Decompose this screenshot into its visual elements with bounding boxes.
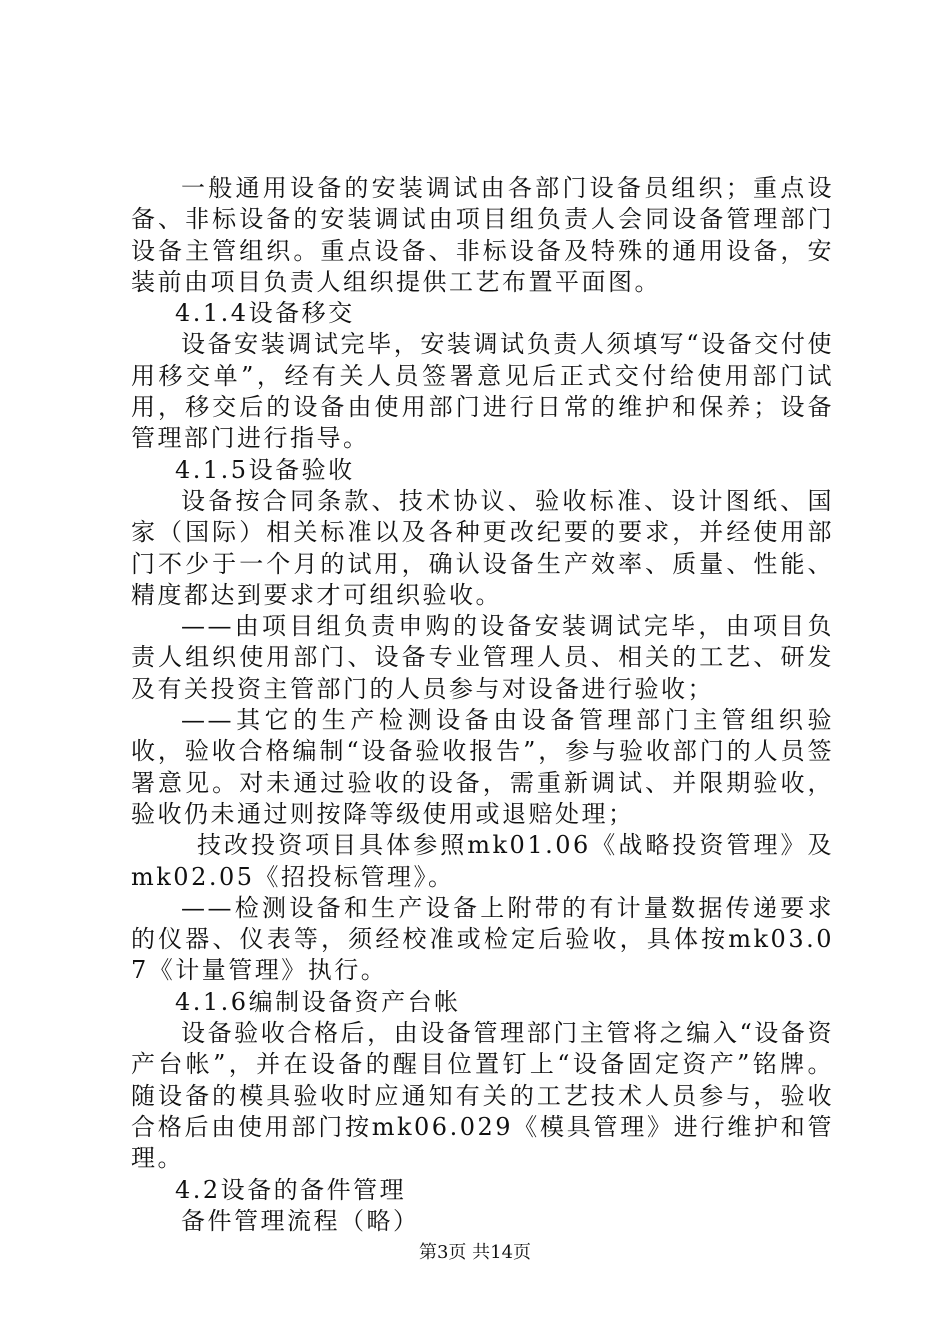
section-heading-4-1-5: 4.1.5设备验收 bbox=[175, 455, 355, 484]
paragraph-asset-ledger: 设备验收合格后，由设备管理部门主管将之编入“设备资产台帐”，并在设备的醒目位置钉上“设备固定资产”铭牌。随设备的模具验收时应通知有关的工艺技术人员参与，验收合格后由使用部门按mk06.029《模具管理》进行维护和管理。 bbox=[131, 1019, 834, 1173]
paragraph-acceptance: 设备按合同条款、技术协议、验收标准、设计图纸、国家（国际）相关标准以及各种更改纪要的要求，并经使用部门不少于一个月的试用，确认设备生产效率、质量、性能、精度都达到要求才可组织验收。 bbox=[131, 486, 834, 609]
document-body bbox=[131, 173, 834, 1237]
section-heading-4-1-6: 4.1.6编制设备资产台帐 bbox=[175, 987, 461, 1016]
paragraph-install-debug: 一般通用设备的安装调试由各部门设备员组织；重点设备、非标设备的安装调试由项目组负责人会同设备管理部门设备主管组织。重点设备、非标设备及特殊的通用设备，安装前由项目负责人组织提供工艺布置平面图。 bbox=[131, 174, 834, 296]
paragraph-other-acceptance: ——其它的生产检测设备由设备管理部门主管组织验收，验收合格编制“设备验收报告”，参与验收部门的人员签署意见。对未通过验收的设备，需重新调试、并限期验收，验收仍未通过则按降等级使用或退赔处理； bbox=[131, 706, 834, 828]
section-heading-4-2: 4.2设备的备件管理 bbox=[175, 1175, 407, 1204]
paragraph-investment-reference: 技改投资项目具体参照mk01.06《战略投资管理》及mk02.05《招投标管理》。 bbox=[131, 831, 834, 891]
page-number-footer: 第3页 共14页 bbox=[418, 1242, 532, 1263]
paragraph-metrology: ——检测设备和生产设备上附带的有计量数据传递要求的仪器、仪表等，须经校准或检定后验收，具体按mk03.07《计量管理》执行。 bbox=[131, 893, 834, 985]
paragraph-handover: 设备安装调试完毕，安装调试负责人须填写“设备交付使用移交单”，经有关人员签署意见后正式交付给使用部门试用，移交后的设备由使用部门进行日常的维护和保养；设备管理部门进行指导。 bbox=[131, 330, 834, 453]
paragraph-spare-parts: 备件管理流程（略） bbox=[181, 1206, 420, 1235]
paragraph-project-acceptance: ——由项目组负责申购的设备安装调试完毕，由项目负责人组织使用部门、设备专业管理人员、相关的工艺、研发及有关投资主管部门的人员参与对设备进行验收； bbox=[131, 612, 834, 703]
section-heading-4-1-4: 4.1.4设备移交 bbox=[175, 299, 355, 328]
